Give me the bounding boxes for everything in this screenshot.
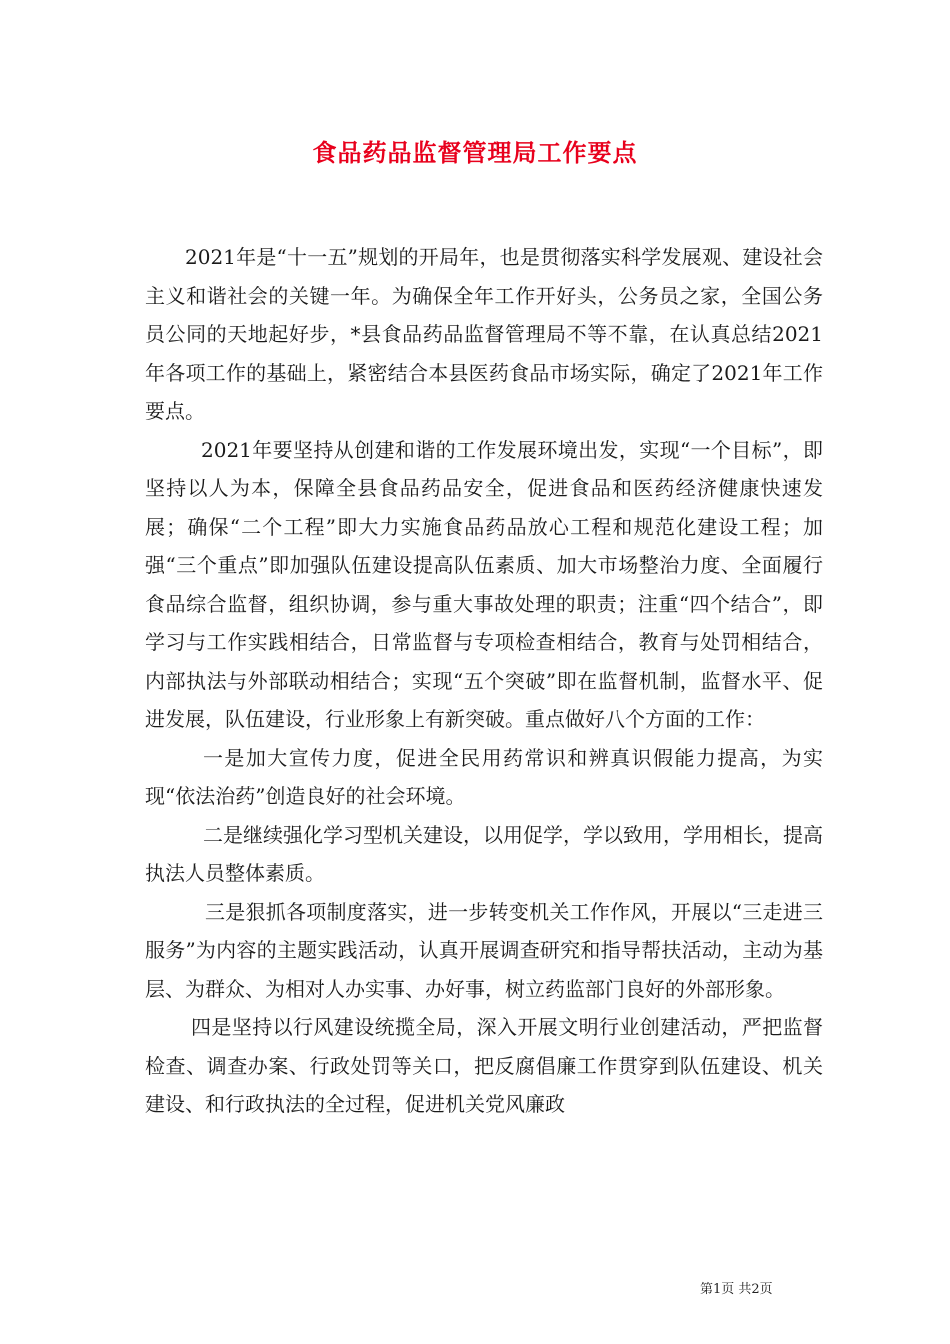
paragraph-item-3: 三是狠抓各项制度落实，进一步转变机关工作作风，开展以“三走进三服务”为内容的主题实践活动，认真开展调查研究和指导帮扶活动，主动为基层、为群众、为相对人办实事、办好事，树立药监部门良好的外部形象。 xyxy=(145,899,823,1001)
paragraph-intro: 2021年是“十一五”规划的开局年，也是贯彻落实科学发展观、建设社会主义和谐社会的关键一年。为确保全年工作开好头，公务员之家，全国公务员公同的天地起好步，*县食品药品监督管理局不等不靠，在认真总结2021年各项工作的基础上，紧密结合本县医药食品市场实际，确定了2021年工作要点。 xyxy=(145,245,823,423)
document-title: 食品药品监督管理局工作要点 xyxy=(312,139,638,167)
document-body xyxy=(145,238,823,1124)
paragraph-item-4: 四是坚持以行风建设统揽全局，深入开展文明行业创建活动，严把监督检查、调查办案、行政处罚等关口，把反腐倡廉工作贯穿到队伍建设、机关建设、和行政执法的全过程，促进机关党风廉政 xyxy=(145,1015,823,1116)
paragraph-goals: 2021年要坚持从创建和谐的工作发展环境出发，实现“一个目标”，即坚持以人为本，保障全县食品药品安全，促进食品和医药经济健康快速发展；确保“二个工程”即大力实施食品药品放心工程和规范化建设工程；加强“三个重点”即加强队伍建设提高队伍素质、加大市场整治力度、全面履行食品综合监督，组织协调，参与重大事故处理的职责；注重“四个结合”，即学习与工作实践相结合，日常监督与专项检查相结合，教育与处罚相结合，内部执法与外部联动相结合；实现“五个突破”即在监督机制，监督水平、促进发展，队伍建设，行业形象上有新突破。重点做好八个方面的工作： xyxy=(145,437,823,731)
paragraph-item-2: 二是继续强化学习型机关建设，以用促学，学以致用，学用相长，提高执法人员整体素质。 xyxy=(145,822,823,885)
page-number-footer: 第1页 共2页 xyxy=(700,1282,773,1297)
paragraph-item-1: 一是加大宣传力度，促进全民用药常识和辨真识假能力提高，为实现“依法治药”创造良好的社会环境。 xyxy=(145,745,823,808)
